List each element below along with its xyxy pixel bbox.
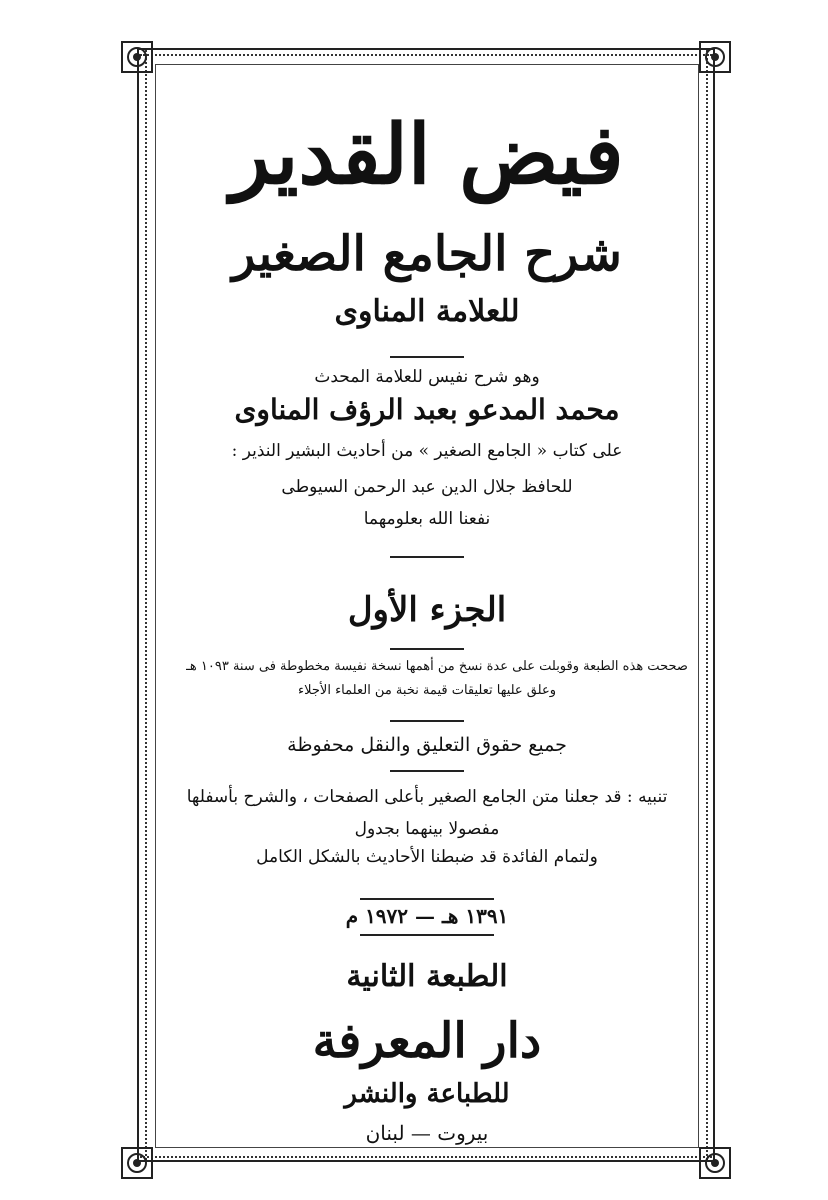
date-rule	[360, 898, 494, 900]
publication-date: ١٣٩١ هـ — ١٩٧٢ م	[345, 904, 509, 928]
publisher-subtitle: للطباعة والنشر	[344, 1079, 510, 1109]
corner-ornament-icon	[698, 1146, 732, 1180]
title-page	[160, 70, 694, 1144]
left-dotted-rule	[145, 50, 147, 1160]
bottom-dotted-rule	[140, 1156, 712, 1158]
author-full-name: محمد المدعو بعبد الرؤف المناوى	[234, 393, 620, 426]
announcement-line: ولتمام الفائدة قد ضبطنا الأحاديث بالشكل الكامل	[256, 847, 598, 867]
edition-note: صححت هذه الطبعة وقوبلت على عدة نسخ من أهمها نسخة نفيسة مخطوطة فى سنة ١٠٩٣ هـ	[186, 659, 688, 674]
divider	[390, 556, 464, 558]
book-subtitle: شرح الجامع الصغير	[232, 226, 622, 282]
announcement-line: مفصولا بينهما بجدول	[354, 819, 500, 839]
edition-label: الطبعة الثانية	[346, 959, 508, 994]
book-title: فيض القدير	[230, 107, 624, 203]
publisher-name: دار المعرفة	[312, 1013, 542, 1069]
author-short: للعلامة المناوى	[334, 294, 520, 329]
corner-ornament-icon	[698, 40, 732, 74]
date-rule	[360, 934, 494, 936]
publisher-city: بيروت — لبنان	[365, 1121, 489, 1145]
top-dotted-rule	[140, 54, 712, 56]
divider	[390, 648, 464, 650]
announcement-line: تنبيه : قد جعلنا متن الجامع الصغير بأعلى الصفحات ، والشرح بأسفلها	[186, 787, 668, 807]
divider	[390, 356, 464, 358]
divider	[390, 720, 464, 722]
edition-note: وعلق عليها تعليقات قيمة نخبة من العلماء الأجلاء	[298, 683, 556, 698]
rights-notice: جميع حقوق التعليق والنقل محفوظة	[287, 734, 567, 756]
volume-label: الجزء الأول	[347, 590, 507, 630]
description-line: وهو شرح نفيس للعلامة المحدث	[314, 367, 540, 387]
description-line: على كتاب « الجامع الصغير » من أحاديث البشير النذير :	[231, 441, 623, 461]
divider	[390, 770, 464, 772]
corner-ornament-icon	[120, 40, 154, 74]
description-line: للحافظ جلال الدين عبد الرحمن السيوطى	[281, 477, 573, 497]
corner-ornament-icon	[120, 1146, 154, 1180]
description-line: نفعنا الله بعلومهما	[363, 509, 491, 529]
right-dotted-rule	[706, 50, 708, 1160]
